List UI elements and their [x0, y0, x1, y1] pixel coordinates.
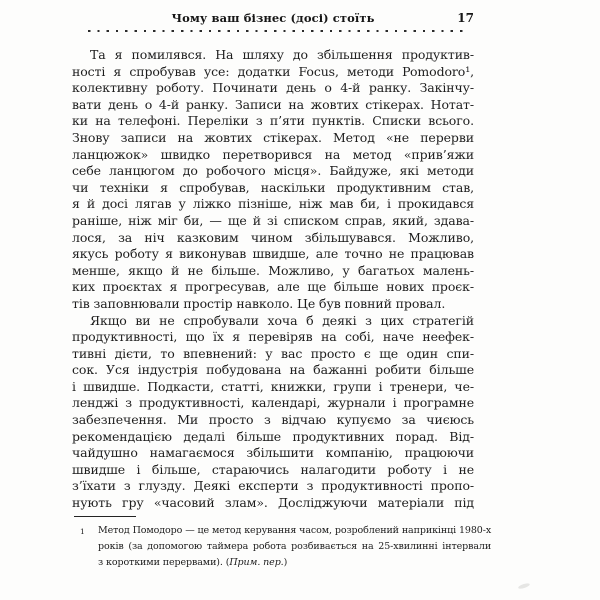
running-header [72, 11, 474, 27]
body-line: тів заповнювали простір навколо. Це був повний провал. [72, 295, 446, 311]
paragraph [72, 47, 474, 313]
footnote-line [98, 555, 491, 571]
footnote-text-suffix: ) [283, 556, 288, 568]
body-line: нують гру «часовий злам». Досліджуючи матеріали під [72, 495, 474, 511]
body-line: ки на телефоні. Переліки з п’яти пунктів. Списки всього. [72, 113, 474, 129]
footnote-justified-lines [98, 523, 491, 555]
body-line: ності я спробував усе: додатки Focus, методи Pomodoro¹, [72, 63, 474, 79]
footnote-rule [74, 516, 136, 517]
body-line: забезпечення. Ми просто з відчаю купуємо за чиєюсь [72, 412, 474, 428]
body-line: рекомендацією дедалі більше продуктивних порад. Від- [72, 428, 474, 444]
body-line: тивні дієти, то впевнений: у вас просто є ще один спи- [72, 345, 474, 361]
footnote-translator-note: Прим. пер. [229, 556, 284, 568]
body-line: Якщо ви не спробували хоча б деякі з цих стратегій [90, 312, 474, 328]
body-line: менше, якщо й не більше. Можливо, у багатьох малень- [72, 262, 474, 278]
footnote-body [98, 523, 491, 570]
body-line: себе ланцюгом до робочого місця». Байдуже, які методи [72, 163, 474, 179]
body-line: продуктивності, що їх я перевіряв на собі, наче неефек- [72, 329, 474, 345]
footnote-marker: 1 [80, 527, 85, 536]
body-line: Та я помилявся. На шляху до збільшення продуктив- [90, 47, 474, 62]
body-line: раніше, ніж міг би, — ще й зі списком справ, який, здава- [72, 212, 474, 228]
body-line: лося, за ніч казковим чином збільшувався. Можливо, [72, 229, 474, 245]
page-number: 17 [457, 11, 474, 25]
footnote-line: років (за допомогою таймера робота розбивається на 25-хвилинні інтервали [98, 540, 492, 552]
body-text [72, 47, 474, 512]
body-line: швидше і більше, стараючись налагодити роботу і не [72, 461, 474, 477]
body-line: Знову записи на жовтих стікерах. Метод «не перерви [72, 129, 474, 145]
footnote [74, 523, 492, 570]
body-line: якусь роботу я виконував швидше, але точно не працював [72, 246, 474, 262]
body-line: і швидше. Подкасти, статті, книжки, групи і тренери, че- [72, 378, 474, 394]
footnote-line: Метод Помодоро — це метод керування часом, розроблений наприкінці 1980-х [98, 525, 492, 536]
body-line: ленджі з продуктивності, календарі, журнали і програмне [72, 395, 474, 411]
paragraph [72, 313, 474, 512]
body-line: вати день о 4-й ранку. Записи на жовтих стікерах. Нотат- [72, 96, 474, 112]
chapter-title: Чому ваш бізнес (досі) стоїть [171, 11, 375, 25]
body-line: чи техніки я спробував, наскільки продуктивним став, [72, 179, 474, 195]
body-line: з’їхати з глузду. Деякі експерти з продуктивності пропо- [72, 478, 474, 494]
footnote-text-prefix: з короткими перервами). ( [98, 556, 230, 568]
body-line: колективну роботу. Починати день о 4-й ранку. Закінчу- [72, 80, 474, 96]
body-line: сок. Уся індустрія побудована на бажанні робити більше [72, 362, 474, 378]
body-line: ких проєктах я прогресував, але ще більше нових проєк- [72, 279, 474, 295]
body-line: чайдушно намагаємося збільшити компанію, працюючи [72, 445, 474, 461]
body-line: ланцюжок» швидко перетворився на метод «прив’яжи [72, 146, 474, 162]
scan-artifact [518, 582, 531, 590]
dotted-rule [88, 30, 467, 32]
body-line: я й досі лягав у ліжко пізніше, ніж мав би, і прокидався [72, 196, 474, 212]
